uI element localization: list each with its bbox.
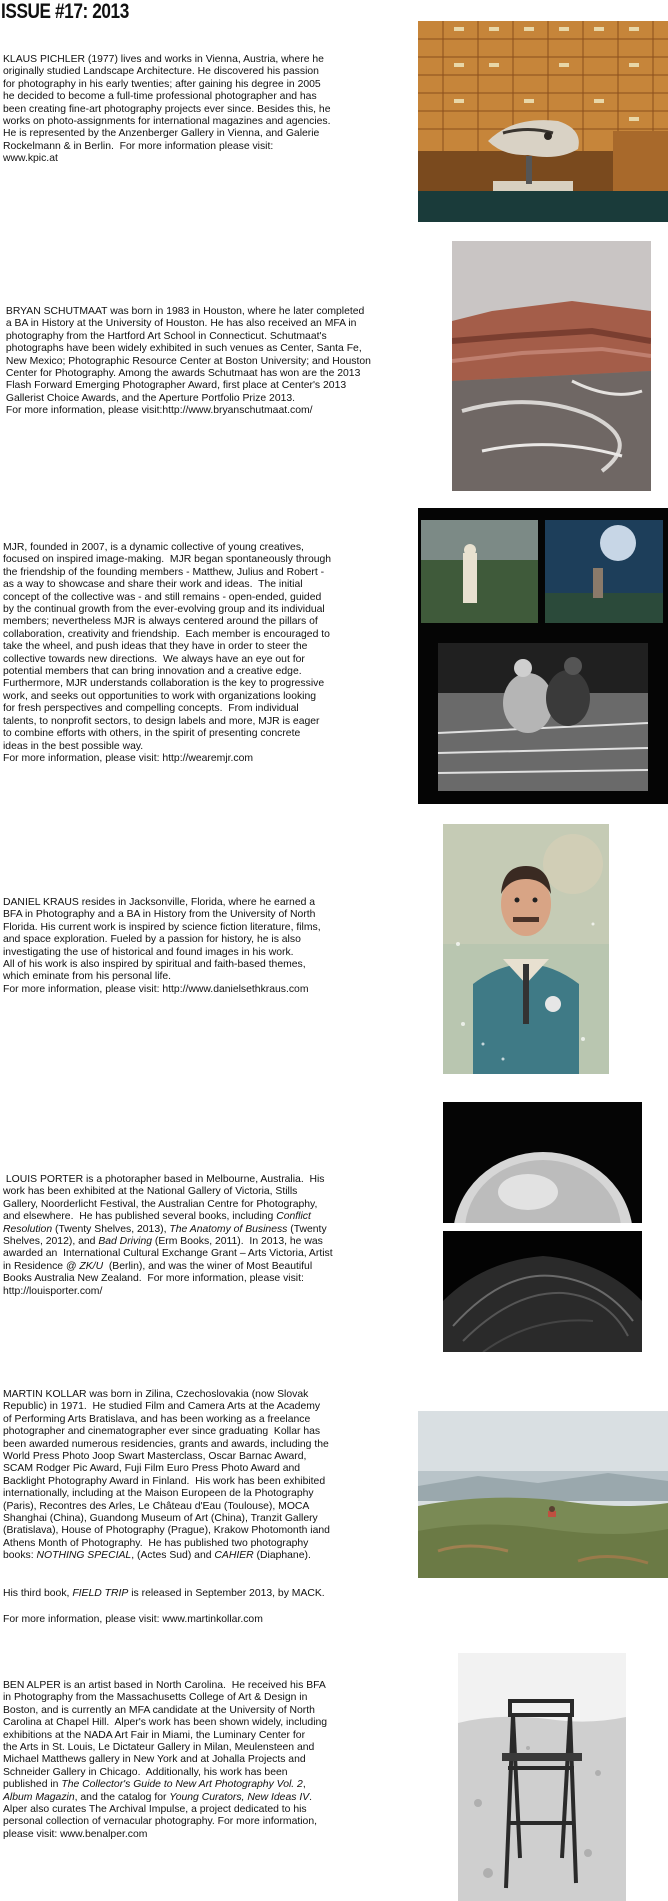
artist-bio-louis-porter: LOUIS PORTER is a photorapher based in Melbourne, Australia. His work has been exhibited at the National Gallery of Victoria, Stills Gallery, Noorderlicht Festival, the Australian Centre for Photography, and elsewhere. He has published several books, including Conflict Resolution (Twenty Shelves, 2013), The Anatomy of Business (Twenty Shelves, 2012), and Bad Driving (Erm Books, 2011). In 2013, he was awarded an International Cultural Exchange Grant – Arts Victoria, Artist in Residence @ ZK/U (Berlin), and was the winer of Most Beautiful Books Australia New Zealand. For more information, please visit: http://louisporter.com/	[3, 1174, 333, 1297]
photo-klaus-pichler-skull-cabinet	[418, 21, 668, 222]
artist-bio-klaus-pichler: KLAUS PICHLER (1977) lives and works in Vienna, Austria, where he originally studied Landscape Architecture. He discovered his passion for photography in his early twenties; after gaining his degree in 2005 he decided to become a full-time professional photographer and has been creating fine-art photography projects ever since. Besides this, he works on photo-assignments for international magazines and agencies. He is represented by the Anzenberger Gallery in Vienna, and Galerie Rockelmann & in Berlin. For more information please visit: www.kpic.at	[3, 54, 331, 165]
artist-more-info-martin-kollar: For more information, please visit: www.martinkollar.com	[3, 1614, 263, 1625]
photo-daniel-kraus-portrait	[443, 824, 609, 1074]
photo-mjr-collage	[418, 508, 668, 804]
photo-martin-kollar-hillside	[418, 1411, 668, 1578]
artist-bio-martin-kollar: MARTIN KOLLAR was born in Zilina, Czechoslovakia (now Slovak Republic) in 1971. He studied Film and Camera Arts at the Academy of Performing Arts Bratislava, and has been working as a freelance photographer and cinematographer ever since graduating Kollar has been awarded numerous residencies, grants and awards, including the World Press Photo Joop Swart Masterclass, Oscar Barnac Award, SCAM Rodger Pic Award, Fuji Film Euro Press Photo Award and Backlight Photography Award in Finland. His work has been exhibited internationally, including at the Maison Europeen de la Photography (Paris), Recontres des Arles, Le Château d'Eau (Toulouse), MOCA Shanghai (China), Guandong Museum of Art (China), Tranzit Gallery (Bratislava), House of Photography (Prague), Krakow Photomonth iand Athens Month of Photography. He has published two photography books: NOTHING SPECIAL, (Actes Sud) and CAHIER (Diaphane).	[3, 1389, 330, 1562]
page-title: ISSUE #17: 2013	[1, 0, 129, 23]
artist-bio-bryan-schutmaat: BRYAN SCHUTMAAT was born in 1983 in Houston, where he later completed a BA in History at the University of Houston. He has also received an MFA in photography from the Hartford Art School in Connecticut. Schutmaat's photographs have been widely exhibited in such venues as Center, Santa Fe, New Mexico; Photographic Resource Center at Boston University; and Houston Center for Photography. Among the awards Schutmaat has won are the 2013 Flash Forward Emerging Photographer Award, first place at Center's 2013 Gallerist Choice Awards, and the Aperture Portfolio Prize 2013. For more information, please visit:http://www.bryanschutmaat.com/	[5, 306, 371, 417]
photo-ben-alper-chair	[458, 1653, 626, 1901]
artist-bio-ben-alper: BEN ALPER is an artist based in North Carolina. He received his BFA in Photography from the Massachusetts College of Art & Design in Boston, and is currently an MFA candidate at the University of North Carolina at Chapel Hill. Alper's work has been shown widely, including exhibitions at the NADA Art Fair in Miami, the Luminary Center for the Arts in St. Louis, Le Dictateur Gallery in Milan, Meulensteen and Michael Matthews gallery in New York and at Johalla Projects and Schneider Gallery in Chicago. Additionally, his work has been published in The Collector's Guide to New Art Photography Vol. 2, Album Magazin, and the catalog for Young Curators, New Ideas IV. Alper also curates The Archival Impulse, a project dedicated to his personal collection of vernacular photography. For more information, please visit: www.benalper.com	[3, 1680, 328, 1840]
artist-bio-mjr: MJR, founded in 2007, is a dynamic collective of young creatives, focused on inspired image-making. MJR began spontaneously through the friendship of the founding members - Matthew, Julius and Robert - as a way to showcase and share their work and ideas. The initial concept of the collective was - and still remains - open-ended, guided by the continual growth from the ever-evolving group and its individual members; nevertheless MJR is always centered around the pillars of collaboration, creativity and friendship. Each member is encouraged to take the wheel, and push ideas that they have in order to steer the collective towards new directions. We always have an eye out for potential members that can bring innovation and a creative edge. Furthermore, MJR understands collaboration is the key to progressive work, and seeks out opportunities to work with organizations looking for fresh perspectives and compelling concepts. From individual talents, to nonprofit sectors, to design labels and more, MJR is eager to combine efforts with others, in the spirit of presenting concrete ideas in the best possible way. For more information, please visit: http://wearemjr.com	[3, 542, 332, 764]
photo-louis-porter-hair	[443, 1231, 642, 1352]
artist-bio-daniel-kraus: DANIEL KRAUS resides in Jacksonville, Florida, where he earned a BFA in Photography and a BA in History from the University of North Florida. His current work is inspired by science fiction literature, films, and space exploration. Fueled by a passion for history, he is also investigating the use of historical and found images in his work. All of his work is also inspired by spiritual and faith-based themes, which eminate from his personal life. For more information, please visit: http://www.danielsethkraus.com	[3, 897, 321, 995]
photo-bryan-schutmaat-mine	[452, 241, 651, 491]
photo-louis-porter-bald-head	[443, 1102, 642, 1223]
artist-book-martin-kollar: His third book, FIELD TRIP is released in September 2013, by MACK.	[3, 1588, 325, 1599]
